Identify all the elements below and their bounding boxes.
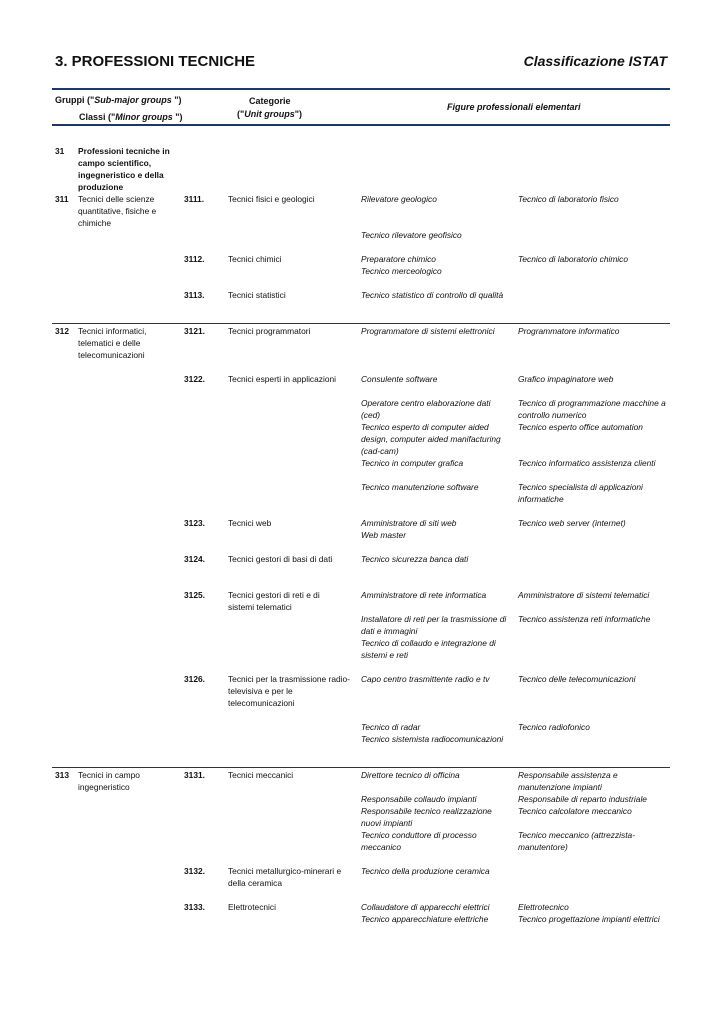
unit-label: Tecnici chimici: [228, 254, 282, 264]
section-rule-313: [52, 767, 670, 768]
figure-item: Tecnico della produzione ceramica: [361, 866, 490, 876]
figure-item: Tecnico apparecchiature elettriche: [361, 914, 489, 924]
figure-item: Programmatore informatico: [518, 326, 620, 336]
unit-code: 3111.: [184, 194, 205, 204]
figure-item: Tecnico merceologico: [361, 266, 442, 276]
figure-item: Tecnico di collaudo e integrazione di sistemi e reti: [361, 638, 496, 660]
header-bottom-rule: [52, 124, 670, 126]
figure-item: Tecnico progettazione impianti elettrici: [518, 914, 660, 924]
unit-code: 3131.: [184, 770, 205, 780]
col-header-gruppi: Gruppi ("Sub-major groups "): [55, 95, 182, 105]
figure-item: Amministratore di sistemi telematici: [518, 590, 650, 600]
col-header-figure: Figure professionali elementari: [447, 102, 581, 112]
header-top-rule: [52, 88, 670, 90]
figure-item: Responsabile collaudo impianti: [361, 794, 477, 804]
unit-label: Tecnici gestori di reti e di sistemi telematici: [228, 590, 320, 612]
unit-code: 3126.: [184, 674, 205, 684]
figure-item: Capo centro trasmittente radio e tv: [361, 674, 490, 684]
col-header-categorie: Categorie: [249, 96, 291, 106]
figure-item: Tecnico di radar: [361, 722, 421, 732]
figure-item: Direttore tecnico di officina: [361, 770, 460, 780]
major-code: 31: [55, 146, 65, 156]
unit-code: 3124.: [184, 554, 205, 564]
unit-code: 3121.: [184, 326, 205, 336]
unit-label: Tecnici metallurgico-minerari e della ceramica: [228, 866, 342, 888]
figure-item: Tecnico rilevatore geofisico: [361, 230, 462, 240]
class-code: 312: [55, 326, 69, 336]
unit-code: 3122.: [184, 374, 205, 384]
figure-item: Responsabile di reparto industriale: [518, 794, 647, 804]
unit-label: Tecnici programmatori: [228, 326, 311, 336]
unit-label: Elettrotecnici: [228, 902, 276, 912]
figure-item: Responsabile tecnico realizzazione nuovi impianti: [361, 806, 492, 828]
figure-item: Grafico impaginatore web: [518, 374, 614, 384]
unit-label: Tecnici statistici: [228, 290, 286, 300]
figure-item: Preparatore chimico: [361, 254, 436, 264]
figure-item: Tecnico statistico di controllo di qualità: [361, 290, 504, 300]
figure-item: Amministratore di siti web: [361, 518, 457, 528]
figure-item: Elettrotecnico: [518, 902, 569, 912]
unit-label: Tecnici esperti in applicazioni: [228, 374, 336, 384]
figure-item: Tecnico radiofonico: [518, 722, 590, 732]
figure-item: Tecnico conduttore di processo meccanico: [361, 830, 477, 852]
unit-label: Tecnici fisici e geologici: [228, 194, 315, 204]
figure-item: Tecnico delle telecomunicazioni: [518, 674, 636, 684]
figure-item: Tecnico esperto di computer aided design, computer aided manifacturing (cad-cam): [361, 422, 501, 456]
figure-item: Rilevatore geologico: [361, 194, 437, 204]
figure-item: Collaudatore di apparecchi elettrici: [361, 902, 490, 912]
figure-item: Tecnico esperto office automation: [518, 422, 643, 432]
unit-code: 3113.: [184, 290, 205, 300]
class-code: 313: [55, 770, 69, 780]
unit-label: Tecnici per la trasmissione radio-televisiva e per le telecomunicazioni: [228, 674, 350, 708]
figure-item: Programmatore di sistemi elettronici: [361, 326, 495, 336]
unit-code: 3133.: [184, 902, 205, 912]
unit-code: 3123.: [184, 518, 205, 528]
page-title: 3. PROFESSIONI TECNICHE: [55, 53, 256, 70]
unit-code: 3132.: [184, 866, 205, 876]
figure-item: Installatore di reti per la trasmissione di dati e immagini: [361, 614, 507, 636]
figure-item: Tecnico assistenza reti informatiche: [518, 614, 651, 624]
unit-label: Tecnici meccanici: [228, 770, 294, 780]
figure-item: Amministratore di rete informatica: [361, 590, 487, 600]
unit-label: Tecnici gestori di basi di dati: [228, 554, 333, 564]
figure-item: Tecnico specialista di applicazioni informatiche: [518, 482, 643, 504]
figure-item: Tecnico sistemista radiocomunicazioni: [361, 734, 504, 744]
figure-item: Tecnico web server (internet): [518, 518, 626, 528]
figure-item: Consulente software: [361, 374, 438, 384]
class-label: Tecnici delle scienze quantitative, fisiche e chimiche: [78, 194, 157, 228]
col-header-classi: Classi ("Minor groups "): [79, 112, 183, 122]
figure-item: Operatore centro elaborazione dati (ced): [361, 398, 491, 420]
class-label: Tecnici in campo ingegneristico: [78, 770, 140, 792]
figure-item: Web master: [361, 530, 406, 540]
figure-item: Responsabile assistenza e manutenzione impianti: [518, 770, 618, 792]
major-label: Professioni tecniche in campo scientifico, ingegneristico e della produzione: [78, 146, 170, 192]
class-code: 311: [55, 194, 69, 204]
figure-item: Tecnico di laboratorio chimico: [518, 254, 629, 264]
unit-code: 3125.: [184, 590, 205, 600]
figure-item: Tecnico di programmazione macchine a controllo numerico: [518, 398, 666, 420]
section-rule-312: [52, 323, 670, 324]
col-header-unit-groups: ("Unit groups"): [237, 109, 303, 119]
classification-label: Classificazione ISTAT: [523, 53, 667, 69]
figure-item: Tecnico informatico assistenza clienti: [518, 458, 656, 468]
figure-item: Tecnico calcolatore meccanico: [518, 806, 632, 816]
figure-item: Tecnico sicurezza banca dati: [361, 554, 469, 564]
class-label: Tecnici informatici, telematici e delle telecomunicazioni: [78, 326, 147, 360]
figure-item: Tecnico in computer grafica: [361, 458, 464, 468]
unit-code: 3112.: [184, 254, 205, 264]
figure-item: Tecnico meccanico (attrezzista-manutentore): [518, 830, 635, 852]
figure-item: Tecnico manutenzione software: [361, 482, 479, 492]
figure-item: Tecnico di laboratorio fisico: [518, 194, 619, 204]
unit-label: Tecnici web: [228, 518, 272, 528]
